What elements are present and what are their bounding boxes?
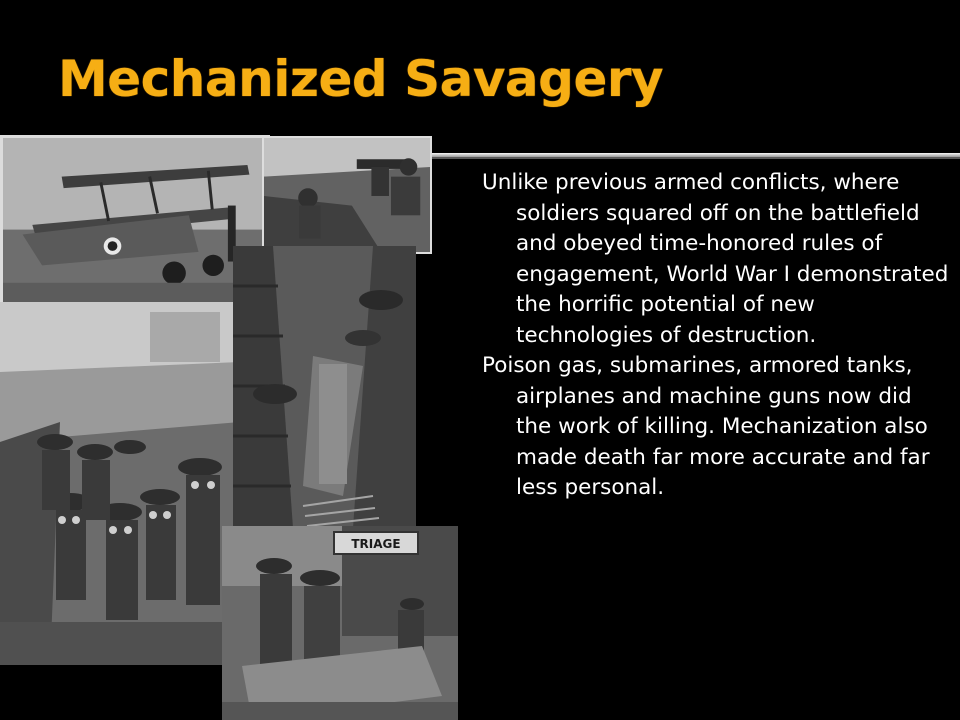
bullet-paragraph: Unlike previous armed conflicts, where soldiers squared off on the battlefield and obeyed time-honored rules of engagement, World War I demonstrated the horrific potential of new technologies of destruction.: [482, 170, 949, 348]
slide-title: Mechanized Savagery: [58, 50, 664, 108]
body-text: [482, 168, 952, 504]
triage-sign: TRIAGE: [351, 537, 401, 551]
biplane-photo: [0, 135, 270, 307]
bullet-paragraph: Poison gas, submarines, armored tanks, airplanes and machine guns now did the work of killing. Mechanization also made death far more accurate and far less personal.: [482, 353, 930, 500]
trench-stretcher-photo: [233, 246, 416, 528]
machine-gun-photo: [262, 136, 432, 254]
triage-photo: [222, 526, 458, 720]
gas-mask-soldiers-photo: [0, 302, 240, 665]
